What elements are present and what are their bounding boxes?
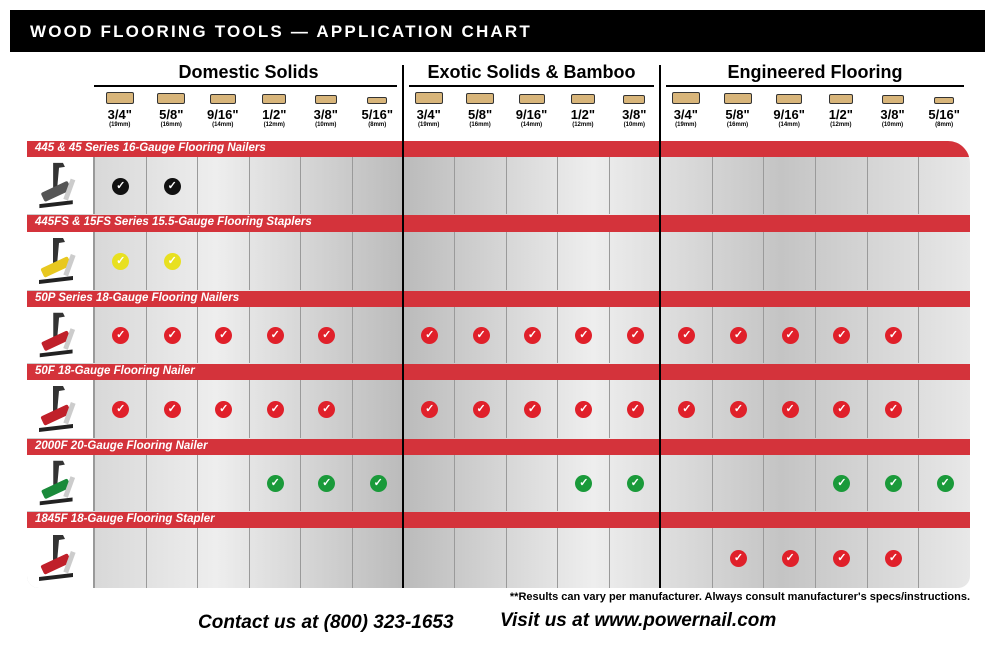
table-cell xyxy=(454,232,505,290)
thickness-size: 5/8" xyxy=(725,107,750,122)
plank-thickness-icon xyxy=(934,97,954,104)
table-cell xyxy=(609,380,660,438)
check-icon: ✓ xyxy=(730,550,747,567)
thickness-size: 3/8" xyxy=(622,107,647,122)
tool-row-header: 445 & 45 Series 16-Gauge Flooring Nailers xyxy=(27,141,970,157)
column-header xyxy=(300,92,352,128)
check-icon: ✓ xyxy=(833,550,850,567)
check-icon: ✓ xyxy=(318,327,335,344)
table-cell xyxy=(609,157,660,214)
thickness-mm: (10mm) xyxy=(623,122,645,128)
table-cell xyxy=(918,307,970,363)
table-cell xyxy=(506,528,557,588)
check-icon: ✓ xyxy=(678,327,695,344)
thickness-size: 9/16" xyxy=(515,107,548,122)
check-icon: ✓ xyxy=(885,327,902,344)
table-cell xyxy=(712,380,764,438)
check-icon: ✓ xyxy=(833,327,850,344)
thickness-mm: (19mm) xyxy=(418,122,440,128)
check-icon: ✓ xyxy=(112,253,129,270)
thickness-size: 3/8" xyxy=(313,107,338,122)
column-header xyxy=(557,92,609,128)
table-cell xyxy=(918,528,970,588)
table-cell xyxy=(918,380,970,438)
thickness-mm: (12mm) xyxy=(263,122,285,128)
table-cell xyxy=(300,528,352,588)
thickness-mm: (8mm) xyxy=(368,122,387,128)
table-cell xyxy=(867,528,919,588)
table-cell xyxy=(506,157,557,214)
column-header xyxy=(918,92,970,128)
table-cell xyxy=(815,528,867,588)
thickness-mm: (8mm) xyxy=(935,122,954,128)
check-icon: ✓ xyxy=(267,475,284,492)
check-icon: ✓ xyxy=(575,401,592,418)
check-icon: ✓ xyxy=(833,475,850,492)
check-icon: ✓ xyxy=(627,475,644,492)
thickness-size: 9/16" xyxy=(773,107,805,122)
check-icon: ✓ xyxy=(215,401,232,418)
group-header: Exotic Solids & Bamboo xyxy=(427,62,636,82)
check-icon: ✓ xyxy=(164,178,181,195)
tool-row-header: 2000F 20-Gauge Flooring Nailer xyxy=(27,439,970,455)
plank-thickness-icon xyxy=(829,94,853,104)
thickness-mm: (14mm) xyxy=(778,122,800,128)
thickness-mm: (14mm) xyxy=(212,122,234,128)
table-cell xyxy=(146,307,198,363)
plank-thickness-icon xyxy=(210,94,236,104)
table-cell xyxy=(94,232,146,290)
thickness-size: 5/8" xyxy=(467,107,493,122)
table-cell xyxy=(712,528,764,588)
check-icon: ✓ xyxy=(112,178,129,195)
check-icon: ✓ xyxy=(885,550,902,567)
table-cell xyxy=(249,528,301,588)
table-cell xyxy=(815,380,867,438)
table-cell xyxy=(454,307,505,363)
table-cell xyxy=(660,380,712,438)
check-icon: ✓ xyxy=(473,401,490,418)
column-header xyxy=(815,92,867,128)
column-header xyxy=(351,92,403,128)
table-cell xyxy=(557,157,608,214)
table-cell xyxy=(506,455,557,511)
thickness-mm: (19mm) xyxy=(109,122,131,128)
tool-image xyxy=(27,455,94,511)
table-cell xyxy=(146,528,198,588)
check-icon: ✓ xyxy=(627,327,644,344)
column-header xyxy=(608,92,660,128)
thickness-size: 1/2" xyxy=(570,107,596,122)
check-icon: ✓ xyxy=(164,401,181,418)
plank-thickness-icon xyxy=(519,94,545,104)
table-cell xyxy=(146,380,198,438)
table-cell xyxy=(867,380,919,438)
plank-thickness-icon xyxy=(262,94,286,104)
table-cell xyxy=(609,232,660,290)
tool-row-header: 1845F 18-Gauge Flooring Stapler xyxy=(27,512,970,528)
column-header xyxy=(454,92,506,128)
table-cell xyxy=(918,232,970,290)
check-icon: ✓ xyxy=(575,327,592,344)
table-cell xyxy=(94,380,146,438)
table-cell xyxy=(815,232,867,290)
table-cell xyxy=(454,455,505,511)
table-cell xyxy=(146,157,198,214)
table-cell xyxy=(300,380,352,438)
table-cell xyxy=(660,232,712,290)
table-cell xyxy=(197,528,249,588)
table-cell xyxy=(506,307,557,363)
tool-image xyxy=(27,307,94,363)
table-cell xyxy=(352,157,404,214)
table-cell xyxy=(249,380,301,438)
column-header xyxy=(660,92,712,128)
table-cell xyxy=(763,307,815,363)
table-cell xyxy=(712,307,764,363)
table-cell xyxy=(197,455,249,511)
tool-image xyxy=(27,528,94,588)
table-cell xyxy=(403,455,454,511)
group-underline xyxy=(666,85,964,87)
table-cell xyxy=(763,455,815,511)
application-table xyxy=(27,141,970,588)
check-icon: ✓ xyxy=(112,401,129,418)
check-icon: ✓ xyxy=(730,401,747,418)
check-icon: ✓ xyxy=(885,475,902,492)
table-cell xyxy=(557,380,608,438)
table-cell xyxy=(660,455,712,511)
table-cell xyxy=(352,232,404,290)
table-cell xyxy=(712,157,764,214)
table-cell xyxy=(867,232,919,290)
group-divider xyxy=(659,65,661,588)
table-cell xyxy=(763,528,815,588)
column-header xyxy=(197,92,249,128)
check-icon: ✓ xyxy=(421,401,438,418)
plank-thickness-icon xyxy=(367,97,387,104)
table-cell xyxy=(867,455,919,511)
thickness-size: 5/16" xyxy=(361,107,393,122)
table-cell xyxy=(557,528,608,588)
thickness-size: 1/2" xyxy=(828,107,853,122)
column-header xyxy=(403,92,455,128)
column-header xyxy=(248,92,300,128)
table-cell xyxy=(557,455,608,511)
table-cell xyxy=(867,157,919,214)
table-cell xyxy=(660,157,712,214)
table-cell xyxy=(146,232,198,290)
group-header: Engineered Flooring xyxy=(727,62,903,82)
table-cell xyxy=(146,455,198,511)
tool-image xyxy=(27,157,94,214)
thickness-mm: (19mm) xyxy=(675,122,697,128)
table-cell xyxy=(94,157,146,214)
column-header xyxy=(712,92,764,128)
column-header xyxy=(145,92,197,128)
table-cell xyxy=(197,307,249,363)
table-cell xyxy=(403,380,454,438)
thickness-size: 9/16" xyxy=(207,107,239,122)
thickness-mm: (12mm) xyxy=(830,122,852,128)
thickness-mm: (16mm) xyxy=(469,122,491,128)
table-cell xyxy=(197,232,249,290)
table-cell xyxy=(609,307,660,363)
thickness-size: 3/4" xyxy=(673,107,698,122)
check-icon: ✓ xyxy=(524,401,541,418)
column-header xyxy=(867,92,919,128)
tool-row-header: 50P Series 18-Gauge Flooring Nailers xyxy=(27,291,970,307)
table-cell xyxy=(815,157,867,214)
table-cell xyxy=(660,528,712,588)
table-cell xyxy=(94,455,146,511)
check-icon: ✓ xyxy=(730,327,747,344)
group-divider xyxy=(402,65,404,588)
check-icon: ✓ xyxy=(318,401,335,418)
check-icon: ✓ xyxy=(782,550,799,567)
table-cell xyxy=(763,157,815,214)
tool-image xyxy=(27,232,94,290)
table-cell xyxy=(763,380,815,438)
group-underline xyxy=(94,85,397,87)
column-header xyxy=(506,92,558,128)
plank-thickness-icon xyxy=(466,93,494,104)
contact-phone: Contact us at (800) 323-1653 xyxy=(198,612,454,633)
table-cell xyxy=(403,307,454,363)
check-icon: ✓ xyxy=(627,401,644,418)
plank-thickness-icon xyxy=(882,95,904,104)
website-link[interactable]: Visit us at www.powernail.com xyxy=(500,610,777,631)
thickness-size: 3/4" xyxy=(416,107,441,122)
check-icon: ✓ xyxy=(421,327,438,344)
thickness-size: 1/2" xyxy=(262,107,287,122)
table-cell xyxy=(557,307,608,363)
tool-row-header: 50F 18-Gauge Flooring Nailer xyxy=(27,364,970,380)
table-cell xyxy=(403,157,454,214)
table-cell xyxy=(300,455,352,511)
table-cell xyxy=(609,528,660,588)
thickness-mm: (16mm) xyxy=(160,122,182,128)
thickness-size: 5/16" xyxy=(928,107,960,122)
check-icon: ✓ xyxy=(215,327,232,344)
thickness-size: 3/8" xyxy=(880,107,905,122)
check-icon: ✓ xyxy=(524,327,541,344)
table-cell xyxy=(712,232,764,290)
check-icon: ✓ xyxy=(473,327,490,344)
check-icon: ✓ xyxy=(833,401,850,418)
plank-thickness-icon xyxy=(571,94,595,104)
check-icon: ✓ xyxy=(885,401,902,418)
plank-thickness-icon xyxy=(157,93,185,104)
table-cell xyxy=(197,380,249,438)
check-icon: ✓ xyxy=(164,327,181,344)
table-cell xyxy=(454,380,505,438)
group-header: Domestic Solids xyxy=(178,62,319,82)
check-icon: ✓ xyxy=(318,475,335,492)
table-cell xyxy=(352,380,404,438)
disclaimer-note: **Results can vary per manufacturer. Always consult manufacturer's specs/instructions. xyxy=(509,591,970,603)
table-cell xyxy=(506,232,557,290)
thickness-mm: (10mm) xyxy=(315,122,337,128)
thickness-size: 5/8" xyxy=(159,107,184,122)
check-icon: ✓ xyxy=(782,401,799,418)
check-icon: ✓ xyxy=(937,475,954,492)
plank-thickness-icon xyxy=(315,95,337,104)
table-cell xyxy=(454,528,505,588)
tool-image xyxy=(27,380,94,438)
thickness-size: 3/4" xyxy=(107,107,132,122)
check-icon: ✓ xyxy=(370,475,387,492)
check-icon: ✓ xyxy=(164,253,181,270)
table-cell xyxy=(454,157,505,214)
table-cell xyxy=(506,380,557,438)
plank-thickness-icon xyxy=(623,95,645,104)
column-header xyxy=(94,92,146,128)
table-cell xyxy=(660,307,712,363)
table-cell xyxy=(94,528,146,588)
table-cell xyxy=(249,307,301,363)
table-cell xyxy=(94,307,146,363)
check-icon: ✓ xyxy=(575,475,592,492)
thickness-mm: (16mm) xyxy=(726,122,749,128)
table-cell xyxy=(763,232,815,290)
tool-row-header: 445FS & 15FS Series 15.5-Gauge Flooring Staplers xyxy=(27,215,970,232)
table-cell xyxy=(403,528,454,588)
check-icon: ✓ xyxy=(267,327,284,344)
plank-thickness-icon xyxy=(106,92,134,104)
table-cell xyxy=(918,455,970,511)
plank-thickness-icon xyxy=(724,93,752,104)
table-cell xyxy=(557,232,608,290)
thickness-mm: (12mm) xyxy=(572,122,594,128)
thickness-mm: (14mm) xyxy=(520,122,543,128)
table-cell xyxy=(918,157,970,214)
table-cell xyxy=(249,157,301,214)
table-cell xyxy=(352,455,404,511)
table-cell xyxy=(712,455,764,511)
check-icon: ✓ xyxy=(782,327,799,344)
table-cell xyxy=(197,157,249,214)
table-cell xyxy=(867,307,919,363)
table-cell xyxy=(300,157,352,214)
thickness-mm: (10mm) xyxy=(881,122,904,128)
plank-thickness-icon xyxy=(672,92,700,104)
group-underline xyxy=(409,85,654,87)
table-cell xyxy=(403,232,454,290)
table-cell xyxy=(300,232,352,290)
table-cell xyxy=(249,232,301,290)
table-cell xyxy=(352,528,404,588)
table-cell xyxy=(609,455,660,511)
table-cell xyxy=(815,455,867,511)
table-cell xyxy=(352,307,404,363)
check-icon: ✓ xyxy=(112,327,129,344)
column-header xyxy=(763,92,815,128)
check-icon: ✓ xyxy=(678,401,695,418)
table-cell xyxy=(815,307,867,363)
table-cell xyxy=(300,307,352,363)
chart-title: WOOD FLOORING TOOLS — APPLICATION CHART xyxy=(10,10,985,52)
plank-thickness-icon xyxy=(415,92,443,104)
plank-thickness-icon xyxy=(776,94,802,104)
table-cell xyxy=(249,455,301,511)
check-icon: ✓ xyxy=(267,401,284,418)
